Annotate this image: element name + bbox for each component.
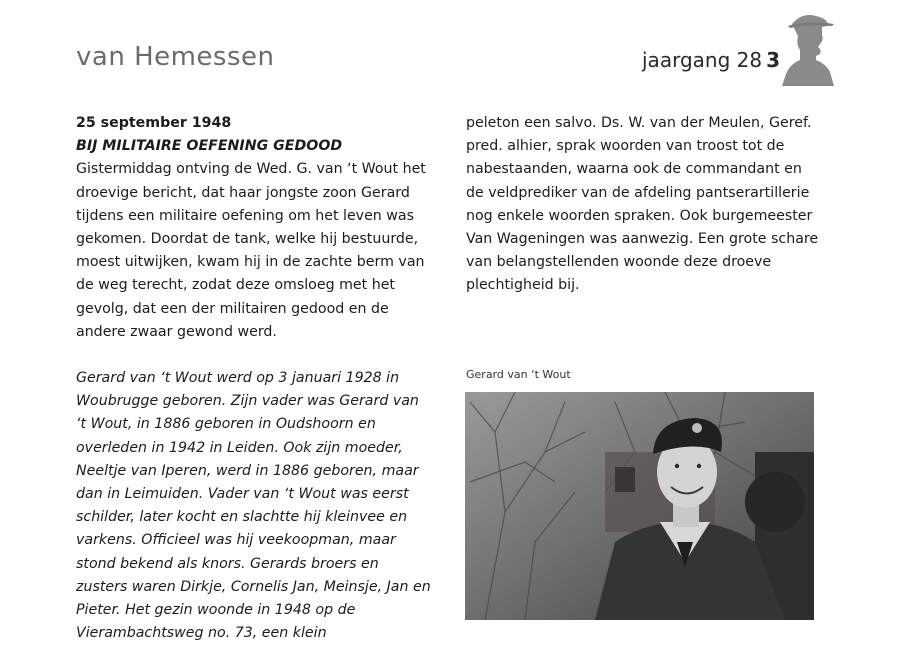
article-paragraph: Gistermiddag ontving de Wed. G. van ‘t Wout het droevige bericht, dat haar jongste zoon Gerard tijdens een militaire oefening om het leven was gekomen. Doordat de tank, welke hij bestuurde, moest uitwijken, kwam hij in de zachte berm van de weg terecht, zodat deze omsloeg met het gevolg, dat een der militairen gedood en de andere zwaar gewond werd.: [76, 161, 426, 340]
right-column: [466, 112, 820, 298]
issue-info: [642, 48, 780, 72]
page-number: 3: [766, 48, 780, 72]
journal-title: van Hemessen: [76, 42, 275, 72]
biography-paragraph: Gerard van ‘t Wout werd op 3 januari 1928 in Woubrugge geboren. Zijn vader was Gerard van ‘t Wout, in 1886 geboren in Oudshoorn en overleden in 1942 in Leiden. Ook zijn moeder, Neeltje van Iperen, werd in 1886 geboren, maar dan in Leimuiden. Vader van ‘t Wout was eerst schilder, later kocht en slachtte hij kleinvee en varkens. Officieel was hij veekoopman, maar stond bekend als knors. Gerards broers en zusters waren Dirkje, Cornelis Jan, Meinsje, Jan en Pieter. Het gezin woonde in 1948 op de Vierambachtsweg no. 73, een klein: [76, 370, 431, 642]
photo-caption: Gerard van ‘t Wout: [466, 368, 571, 381]
volume-label: jaargang 28: [642, 48, 763, 72]
article-headline: BIJ MILITAIRE OEFENING GEDOOD: [76, 138, 343, 155]
article-paragraph-continued: peleton een salvo. Ds. W. van der Meulen, Geref. pred. alhier, sprak woorden van troost tot de nabestaanden, waarna ook de commandant en de veldprediker van de afdeling pantserartillerie nog enkele woorden spraken. Ook burgemeester Van Wageningen was aanwezig. Een grote schare van belangstellenden woonde deze droeve plechtigheid bij.: [466, 115, 819, 294]
portrait-photo: [465, 392, 814, 620]
silhouette-logo-icon: [782, 10, 834, 86]
left-column: [76, 112, 432, 645]
article-date: 25 september 1948: [76, 115, 232, 131]
